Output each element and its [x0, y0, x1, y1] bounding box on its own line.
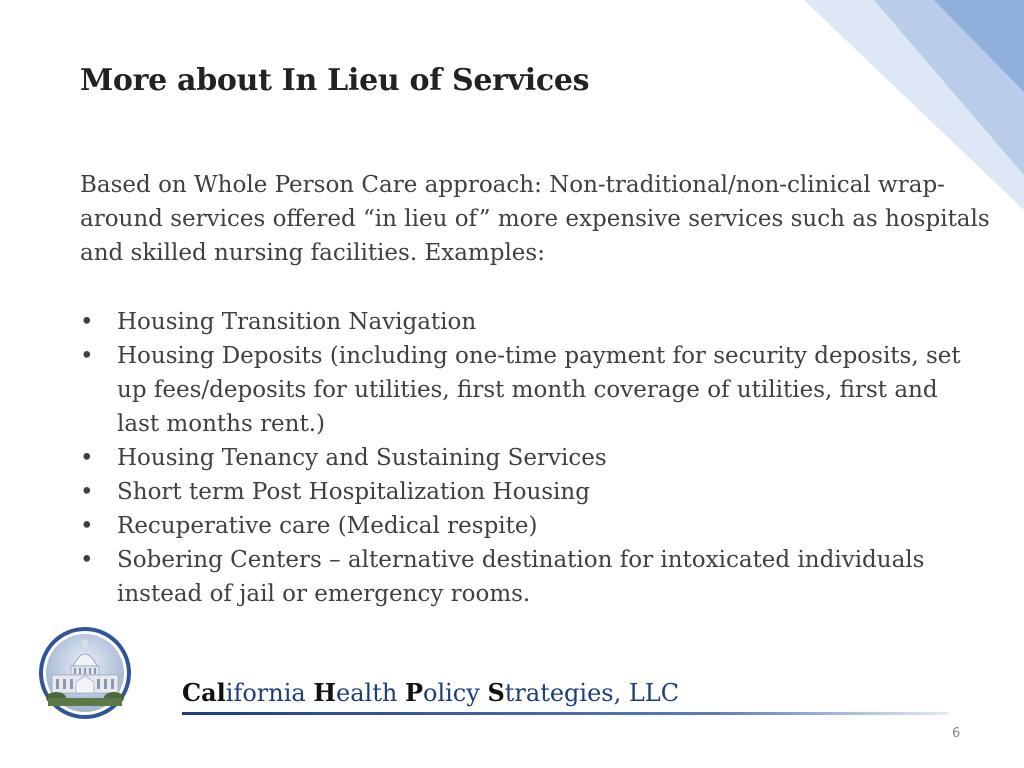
list-item: [80, 543, 980, 611]
firm-name-rest: ealth: [336, 679, 405, 707]
capitol-dome-seal-icon: [38, 626, 132, 720]
firm-name-rest: ifornia: [225, 679, 314, 707]
footer-divider: [182, 712, 948, 715]
firm-name-rest: trategies, LLC: [504, 679, 680, 707]
list-item: [80, 475, 980, 509]
list-item-text: Recuperative care (Medical respite): [117, 513, 538, 539]
list-item-text: Housing Deposits (including one-time payment for security deposits, set up fees/deposits for utilities, first month coverage of utilities, first and last months rent.): [117, 343, 961, 437]
list-item: [80, 305, 980, 339]
firm-name-initial: Cal: [182, 678, 226, 707]
examples-list: [80, 305, 980, 611]
list-item-text: Housing Tenancy and Sustaining Services: [117, 445, 607, 471]
bullet-icon: •: [80, 547, 94, 573]
list-item-text: Short term Post Hospitalization Housing: [117, 479, 590, 505]
firm-name-initial: P: [404, 678, 423, 707]
intro-paragraph: Based on Whole Person Care approach: Non-traditional/non-clinical wrap-around services offered “in lieu of” more expensive services such as hospitals and skilled nursing facilities. Examples:: [80, 172, 990, 266]
list-item-text: Sobering Centers – alternative destination for intoxicated individuals instead of jail or emergency rooms.: [117, 547, 925, 607]
list-item: [80, 509, 980, 543]
list-item: [80, 441, 980, 475]
bullet-icon: •: [80, 309, 94, 335]
list-item: [80, 339, 980, 441]
list-item-text: Housing Transition Navigation: [117, 309, 477, 335]
bullet-icon: •: [80, 513, 94, 539]
bullet-icon: •: [80, 479, 94, 505]
page-number: 6: [952, 726, 961, 741]
bullet-icon: •: [80, 445, 94, 471]
firm-name: [182, 678, 679, 707]
firm-name-rest: olicy: [423, 679, 488, 707]
bullet-icon: •: [80, 343, 94, 369]
firm-name-initial: S: [487, 678, 505, 707]
slide-title: More about In Lieu of Services: [80, 63, 590, 98]
firm-name-initial: H: [313, 678, 337, 707]
